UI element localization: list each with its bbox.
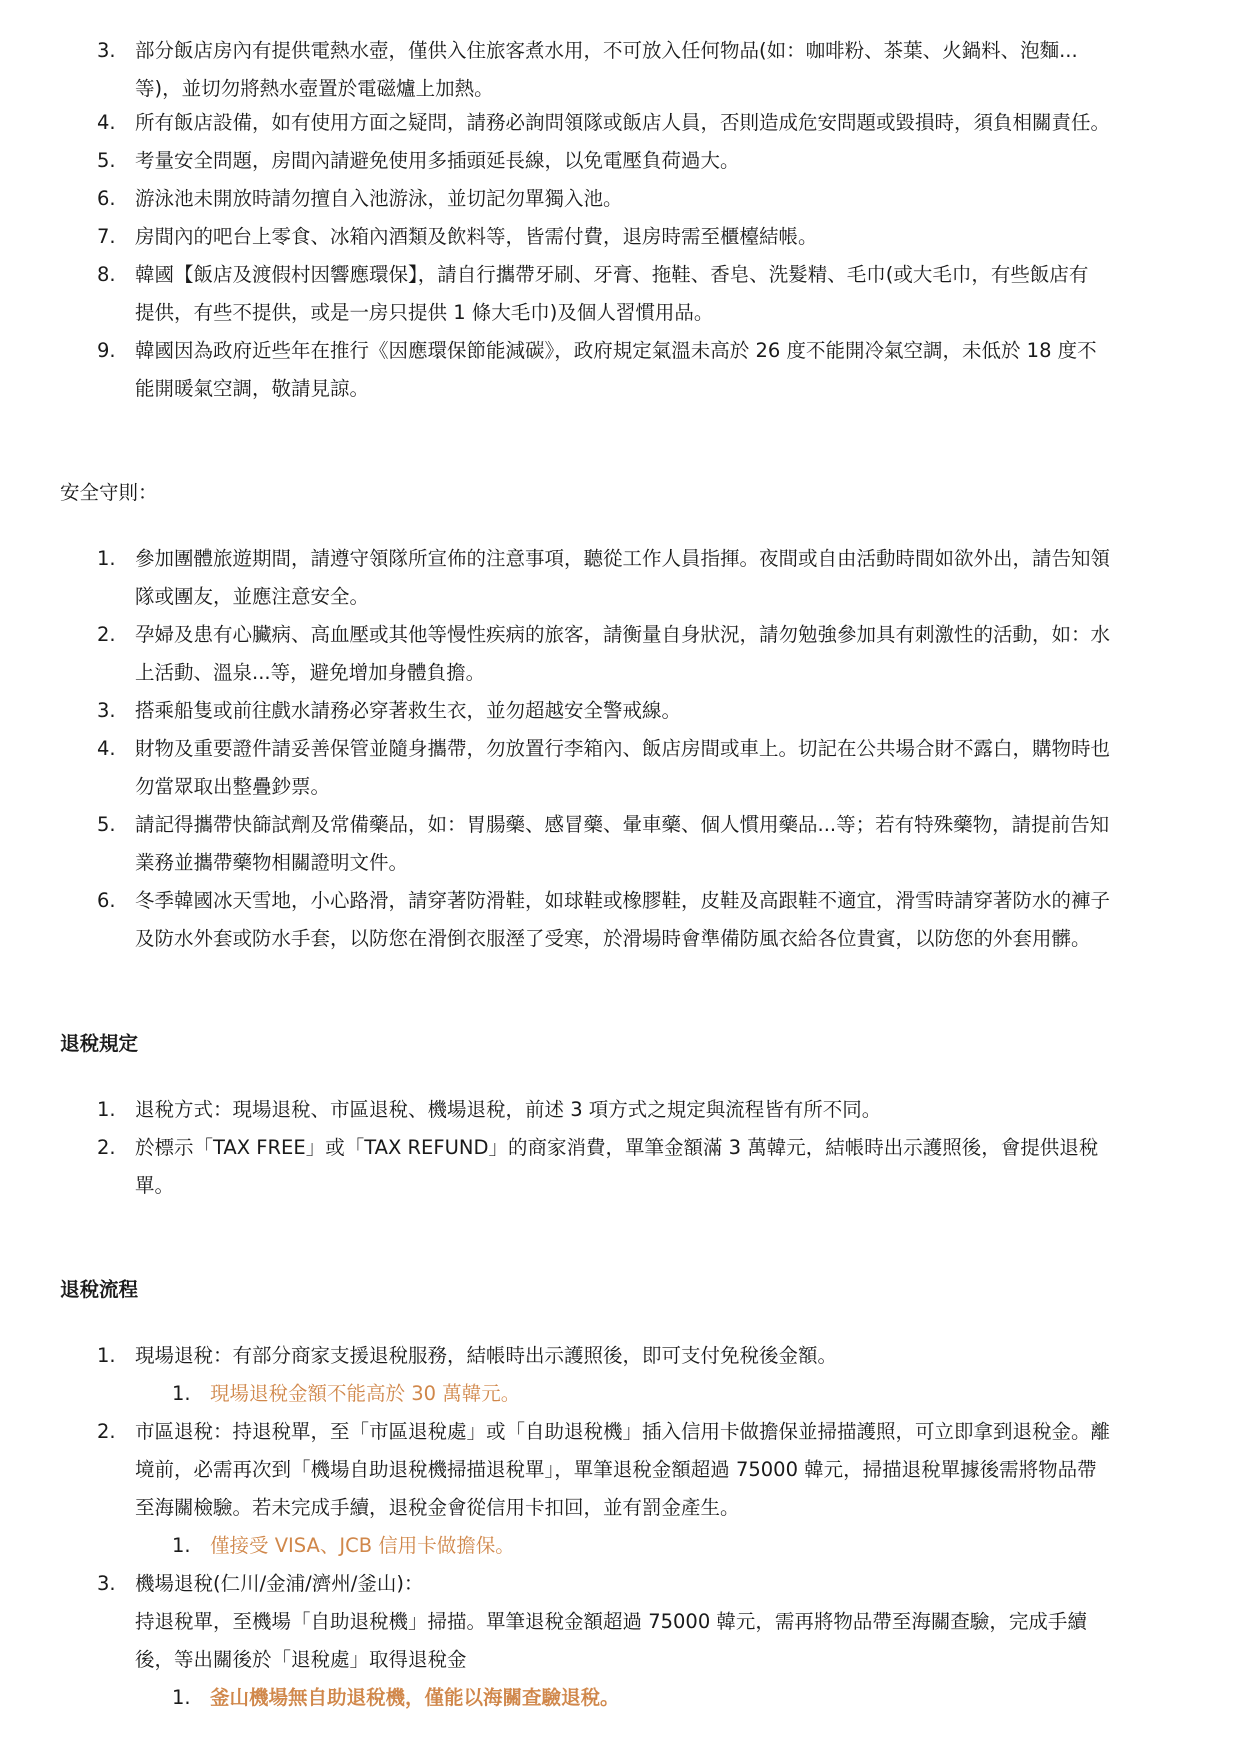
list-text: 冬季韓國冰天雪地，小心路滑，請穿著防滑鞋，如球鞋或橡膠鞋，皮鞋及高跟鞋不適宜，滑雪時請穿著防水的褲子 <box>135 889 1111 912</box>
list-number: 2. <box>97 1420 116 1443</box>
list-text: 搭乘船隻或前往戲水請務必穿著救生衣，並勿超越安全警戒線。 <box>135 699 682 722</box>
list-number: 7. <box>97 225 116 248</box>
list-number: 2. <box>97 623 116 646</box>
list-text: 業務並攜帶藥物相關證明文件。 <box>135 851 409 874</box>
list-text: 後，等出關後於「退稅處」取得退稅金 <box>135 1648 467 1671</box>
list-text: 現場退稅：有部分商家支援退稅服務，結帳時出示護照後，即可支付免稅後金額。 <box>135 1344 838 1367</box>
safety-heading: 安全守則： <box>60 481 158 504</box>
tax-rules-heading: 退稅規定 <box>60 1032 139 1055</box>
list-number: 1. <box>97 1098 116 1121</box>
list-text: 隊或團友，並應注意安全。 <box>135 585 370 608</box>
list-number: 6. <box>97 187 116 210</box>
list-number: 4. <box>97 737 116 760</box>
list-number: 4. <box>97 111 116 134</box>
list-text: 韓國【飯店及渡假村因響應環保】，請自行攜帶牙刷、牙膏、拖鞋、香皂、洗髮精、毛巾(或大毛巾，有些飯店有 <box>135 263 1089 286</box>
highlight-note: 現場退稅金額不能高於 30 萬韓元。 <box>210 1382 521 1405</box>
list-number: 6. <box>97 889 116 912</box>
list-number: 1. <box>97 547 116 570</box>
list-text: 部分飯店房內有提供電熱水壺，僅供入住旅客煮水用，不可放入任何物品(如：咖啡粉、茶葉、火鍋料、泡麵... <box>135 39 1078 62</box>
list-number: 5. <box>97 149 116 172</box>
list-text: 機場退稅(仁川/金浦/濟州/釜山)： <box>135 1572 424 1595</box>
list-text: 勿當眾取出整疊鈔票。 <box>135 775 331 798</box>
list-text: 財物及重要證件請妥善保管並隨身攜帶，勿放置行李箱內、飯店房間或車上。切記在公共場合財不露白，購物時也 <box>135 737 1111 760</box>
list-text: 境前，必需再次到「機場自助退稅機掃描退稅單」，單筆退稅金額超過 75000 韓元，掃描退稅單據後需將物品帶 <box>135 1458 1097 1481</box>
list-number: 3. <box>97 699 116 722</box>
list-text: 參加團體旅遊期間，請遵守領隊所宣佈的注意事項，聽從工作人員指揮。夜間或自由活動時間如欲外出，請告知領 <box>135 547 1111 570</box>
list-text: 退稅方式：現場退稅、市區退稅、機場退稅，前述 3 項方式之規定與流程皆有所不同。 <box>135 1098 882 1121</box>
list-text: 及防水外套或防水手套，以防您在滑倒衣服溼了受寒，於滑場時會準備防風衣給各位貴賓，以防您的外套用髒。 <box>135 927 1091 950</box>
list-text: 市區退稅：持退稅單，至「市區退稅處」或「自助退稅機」插入信用卡做擔保並掃描護照，可立即拿到退稅金。離 <box>135 1420 1111 1443</box>
list-text: 孕婦及患有心臟病、高血壓或其他等慢性疾病的旅客，請衡量自身狀況，請勿勉強參加具有刺激性的活動，如：水 <box>135 623 1111 646</box>
list-text: 韓國因為政府近些年在推行《因應環保節能減碳》，政府規定氣溫未高於 26 度不能開冷氣空調，未低於 18 度不 <box>135 339 1097 362</box>
highlight-note: 僅接受 VISA、JCB 信用卡做擔保。 <box>210 1534 515 1557</box>
list-text: 所有飯店設備，如有使用方面之疑問，請務必詢問領隊或飯店人員，否則造成危安問題或毀損時，須負相關責任。 <box>135 111 1111 134</box>
list-text: 單。 <box>135 1174 175 1197</box>
list-text: 考量安全問題，房間內請避免使用多插頭延長線，以免電壓負荷過大。 <box>135 149 740 172</box>
list-text: 請記得攜帶快篩試劑及常備藥品，如：胃腸藥、感冒藥、暈車藥、個人慣用藥品...等；若有特殊藥物，請提前告知 <box>135 813 1110 836</box>
list-number: 1. <box>172 1534 191 1557</box>
list-text: 持退稅單，至機場「自助退稅機」掃描。單筆退稅金額超過 75000 韓元，需再將物品帶至海關查驗，完成手續 <box>135 1610 1087 1633</box>
list-text: 於標示「TAX FREE」或「TAX REFUND」的商家消費，單筆金額滿 3 萬韓元，結帳時出示護照後，會提供退稅 <box>135 1136 1099 1159</box>
list-text: 上活動、溫泉...等，避免增加身體負擔。 <box>135 661 486 684</box>
list-text: 游泳池未開放時請勿擅自入池游泳，並切記勿單獨入池。 <box>135 187 623 210</box>
list-number: 1. <box>172 1686 191 1709</box>
list-text: 提供，有些不提供，或是一房只提供 1 條大毛巾)及個人習慣用品。 <box>135 301 714 324</box>
tax-process-heading: 退稅流程 <box>60 1278 139 1301</box>
list-number: 3. <box>97 39 116 62</box>
list-number: 5. <box>97 813 116 836</box>
list-number: 2. <box>97 1136 116 1159</box>
list-number: 1. <box>172 1382 191 1405</box>
list-text: 至海關檢驗。若未完成手續，退稅金會從信用卡扣回，並有罰金產生。 <box>135 1496 740 1519</box>
list-text: 房間內的吧台上零食、冰箱內酒類及飲料等，皆需付費，退房時需至櫃檯結帳。 <box>135 225 818 248</box>
list-number: 8. <box>97 263 116 286</box>
list-number: 9. <box>97 339 116 362</box>
list-number: 3. <box>97 1572 116 1595</box>
list-text: 等)，並切勿將熱水壺置於電磁爐上加熱。 <box>135 77 494 100</box>
list-text: 能開暖氣空調，敬請見諒。 <box>135 377 370 400</box>
list-number: 1. <box>97 1344 116 1367</box>
highlight-note: 釜山機場無自助退稅機，僅能以海關查驗退稅。 <box>210 1686 620 1709</box>
